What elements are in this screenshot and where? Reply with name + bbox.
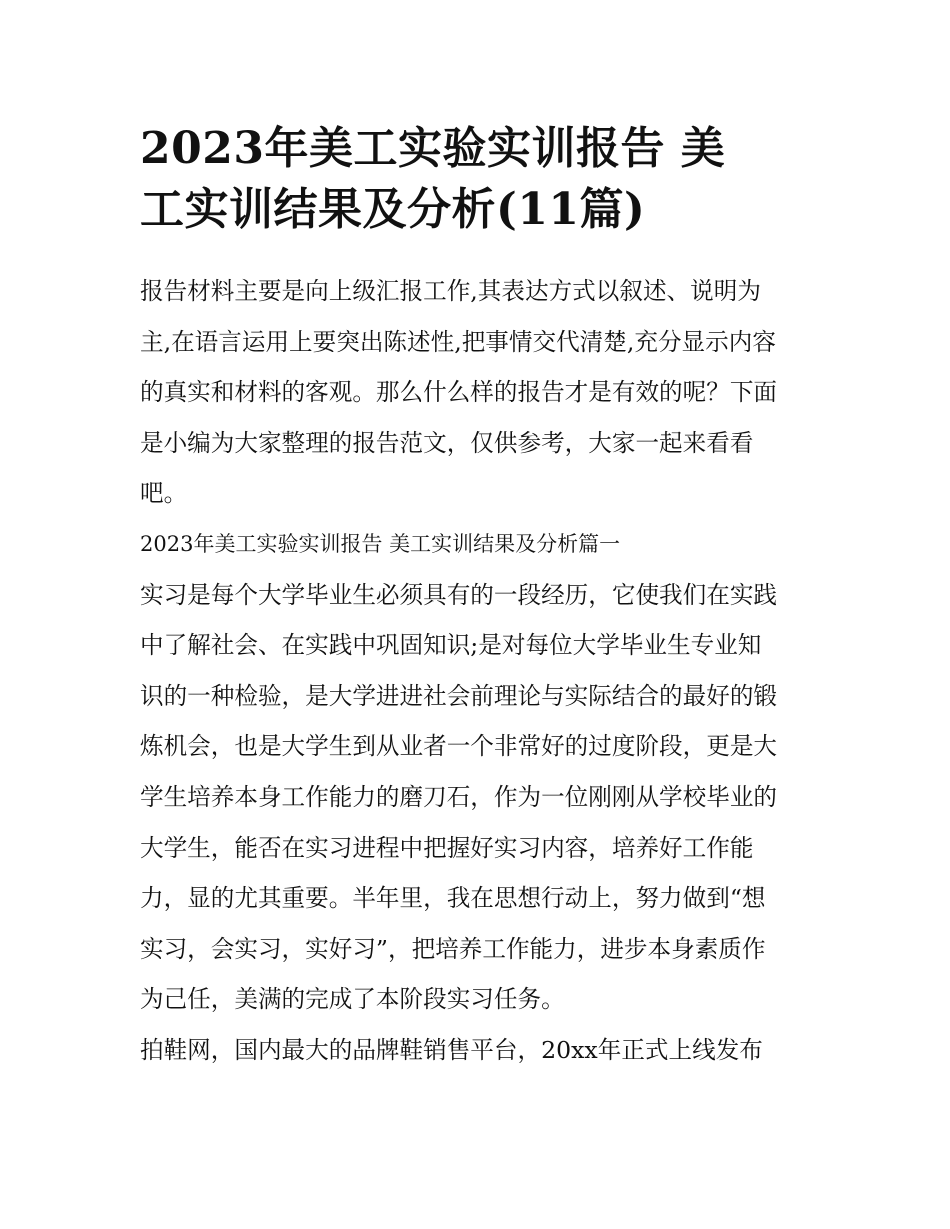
body-line: 炼机会，也是大学生到从业者一个非常好的过度阶段，更是大 <box>140 732 778 761</box>
body-line: 大学生，能否在实习进程中把握好实习内容，培养好工作能 <box>140 833 754 862</box>
intro-line: 的真实和材料的客观。那么什么样的报告才是有效的呢？下面 <box>140 378 778 407</box>
title-line-2: 工实训结果及分析(11篇) <box>140 184 646 235</box>
next-paragraph <box>140 1025 812 1076</box>
next-paragraph-line: 拍鞋网，国内最大的品牌鞋销售平台，20xx年正式上线发布 <box>140 1035 763 1064</box>
document-title <box>140 118 812 240</box>
body-line: 为己任，美满的完成了本阶段实习任务。 <box>140 985 565 1014</box>
body-line: 实习，会实习，实好习”，把培养工作能力，进步本身素质作 <box>140 934 766 963</box>
intro-line: 报告材料主要是向上级汇报工作,其表达方式以叙述、说明为 <box>140 277 761 305</box>
intro-line: 是小编为大家整理的报告范文，仅供参考，大家一起来看看 <box>140 428 754 457</box>
intro-line: 主,在语言运用上要突出陈述性,把事情交代清楚,充分显示内容 <box>140 327 776 356</box>
body-line: 识的一种检验，是大学进进社会前理论与实际结合的最好的锻 <box>140 681 778 710</box>
section-heading: 2023年美工实验实训报告 美工实训结果及分析篇一 <box>140 531 621 556</box>
title-line-1: 2023年美工实验实训报告 美 <box>140 123 726 174</box>
body-line: 力，显的尤其重要。半年里，我在思想行动上，努力做到“想 <box>140 884 766 913</box>
document-page <box>140 118 812 1076</box>
body-line: 实习是每个大学毕业生必须具有的一段经历，它使我们在实践 <box>140 580 778 609</box>
body-paragraph <box>140 570 812 1025</box>
intro-paragraph <box>140 266 812 519</box>
body-line: 学生培养本身工作能力的磨刀石，作为一位刚刚从学校毕业的 <box>140 782 778 811</box>
body-line: 中了解社会、在实践中巩固知识;是对每位大学毕业生专业知 <box>140 631 762 660</box>
intro-line: 吧。 <box>140 479 188 508</box>
